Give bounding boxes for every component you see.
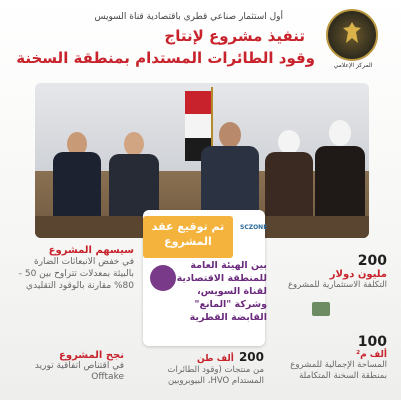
logo-caption: المركز الإعلامي <box>333 62 373 69</box>
header-title-line2: وقود الطائرات المستدام بمنطقة السخنة <box>16 49 315 67</box>
agreement-title: تم توقيع عقد المشروع <box>151 220 225 248</box>
stat-area <box>289 331 387 382</box>
eagle-icon <box>342 21 362 45</box>
stat-investment-desc: التكلفة الاستثمارية للمشروع <box>287 280 387 290</box>
stat-production-unit: ألف طن <box>196 354 234 364</box>
stat-production-desc: من منتجات (وقود الطائرات المستدام HVO، البيوبروبين <box>167 365 264 386</box>
stat-area-unit: ألف م² <box>356 350 387 360</box>
stat-production <box>140 346 264 387</box>
stat-emissions-title: سيسهم المشروع <box>48 245 134 256</box>
stat-area-desc: المساحة الإجمالية للمشروع بمنطقة السخنة المتكاملة <box>290 360 387 381</box>
header-subtitle: أول استثمار صناعي قطري باقتصادية قناة السويس <box>94 12 283 22</box>
stat-production-value: 200 <box>238 350 264 364</box>
header-title-line1: تنفيذ مشروع لإنتاج <box>164 27 305 45</box>
stat-investment-unit: مليون دولار <box>329 269 387 280</box>
money-icon <box>312 302 330 316</box>
stat-emissions-desc: في خفض الانبعاثات الضارة بالبيئة بمعدلات تتراوح بين 50 - 80% مقارنة بالوقود التقليدي <box>18 257 134 291</box>
stat-offtake <box>14 350 124 383</box>
media-center-logo <box>326 9 378 61</box>
stat-area-value: 100 <box>357 334 387 350</box>
sczone-logo: SCZONE <box>240 224 268 231</box>
agreement-body: بين الهيئة العامة للمنطقة الاقتصادية لقناة السويس، وشركة "المانع" القابضة القطرية <box>176 260 267 323</box>
stat-offtake-desc: في اقتناص اتفاقية توريد Offtake <box>34 361 124 382</box>
stat-investment-value: 200 <box>357 253 387 269</box>
handshake-icon <box>150 265 176 291</box>
stat-offtake-title: نجح المشروع <box>59 350 124 361</box>
stat-investment <box>287 250 387 291</box>
stat-emissions <box>14 245 134 292</box>
